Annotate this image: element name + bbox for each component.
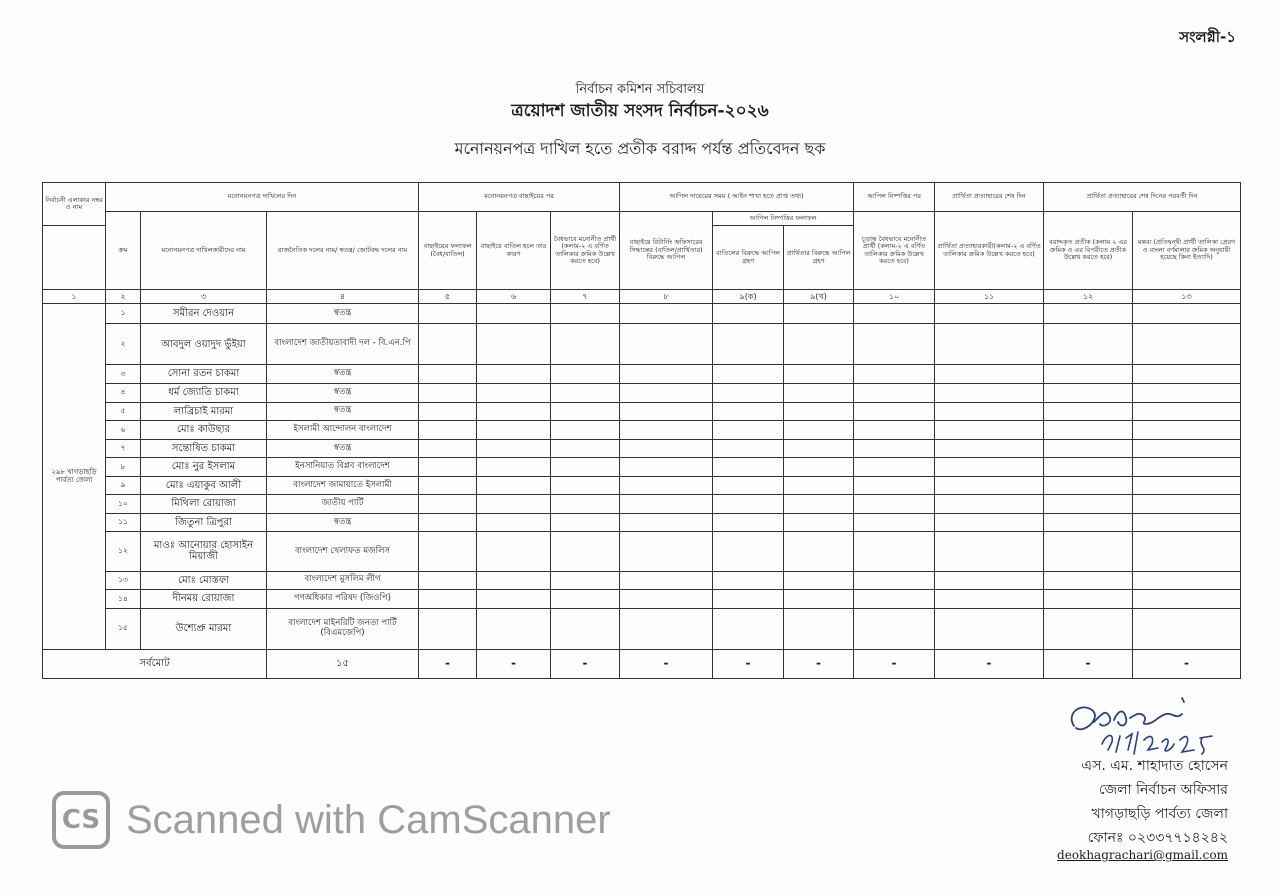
empty-cell (1044, 513, 1133, 532)
header-submission-day: মনোনয়নপত্র দাখিলের দিন (106, 183, 419, 212)
header-reason: বাছাইয়ে বাতিল হলে তার কারণ (477, 211, 551, 289)
empty-cell (1133, 513, 1241, 532)
empty-cell (419, 608, 477, 649)
total-dash: - (551, 649, 620, 678)
empty-cell (935, 608, 1044, 649)
party-name-cell: ইসলামী আন্দোলন বাংলাদেশ (267, 421, 419, 440)
empty-cell (713, 608, 784, 649)
camscanner-text: Scanned with CamScanner (126, 797, 611, 842)
header-appeal-result: আপিল নিষ্পত্তির ফলাফল (713, 211, 854, 225)
empty-cell (551, 608, 620, 649)
empty-cell (784, 590, 854, 609)
empty-cell (1133, 439, 1241, 458)
empty-cell (1044, 383, 1133, 402)
serial-cell: ১৫ (106, 608, 141, 649)
header-appeal-time: আপিল দায়েরের সময় ( আইন শাখা হতে প্রাপ্ত তথ্য) (620, 183, 854, 212)
empty-cell (419, 458, 477, 477)
empty-cell (1044, 532, 1133, 571)
table-row (43, 458, 1241, 477)
empty-cell (854, 513, 935, 532)
candidate-name-cell: জিতুনা ত্রিপুরা (141, 513, 267, 532)
candidate-name-cell: দীনময় রোয়াজা (141, 590, 267, 609)
empty-cell (551, 513, 620, 532)
empty-cell (784, 439, 854, 458)
party-name-cell: বাংলাদেশ খেলাফত মজলিস (267, 532, 419, 571)
column-number: ৭ (551, 290, 620, 303)
empty-cell (419, 532, 477, 571)
header-name: মনোনয়নপত্র দাখিলকারীদের নাম (141, 211, 267, 289)
empty-cell (620, 571, 713, 590)
empty-cell (713, 324, 784, 365)
empty-cell (477, 439, 551, 458)
report-table-body (43, 183, 1241, 679)
empty-cell (935, 421, 1044, 440)
empty-cell (551, 590, 620, 609)
empty-cell (620, 590, 713, 609)
header-symbol-allotted: বরাদ্দকৃত প্রতীক (কলাম ২ এর ক্রমিক ও এর বিপরীতে প্রতীক উল্লেখ করতে হবে) (1044, 211, 1133, 289)
empty-cell (477, 476, 551, 495)
header-after-withdrawal: প্রার্থিতা প্রত্যাহারের শেষ দিনের পরবর্তী দিন (1044, 183, 1241, 212)
empty-cell (784, 513, 854, 532)
empty-cell (713, 383, 784, 402)
total-row (43, 649, 1241, 678)
header-secretariat: নির্বাচন কমিশন সচিবালয় (575, 82, 705, 97)
candidate-name-cell: মোঃ নুর ইসলাম (141, 458, 267, 477)
header-appeal-decision: বাছাইয়ে রিটার্নিং অফিসারের সিদ্ধান্তের (বাতিল/প্রার্থিতার) বিরুদ্ধে আপিল (620, 211, 713, 289)
column-number: ১১ (935, 290, 1044, 303)
header-against-candidacy: প্রার্থিতার বিরুদ্ধে আপিল গ্রহণ (784, 226, 854, 290)
empty-cell (1133, 495, 1241, 514)
serial-cell: ১৩ (106, 571, 141, 590)
empty-cell (419, 439, 477, 458)
empty-cell (854, 590, 935, 609)
total-dash: - (1133, 649, 1241, 678)
header-final-valid: চূড়ান্ত বৈধভাবে মনোনীত প্রার্থী (কলাম-২ এ বর্ণিত তালিকার ক্রমিক উল্লেখ করতে হবে) (854, 211, 935, 289)
empty-cell (854, 303, 935, 324)
column-number: ৮ (620, 290, 713, 303)
party-name-cell: স্বতন্ত্র (267, 383, 419, 402)
empty-cell (1044, 476, 1133, 495)
empty-cell (1044, 365, 1133, 384)
empty-cell (620, 421, 713, 440)
empty-cell (935, 383, 1044, 402)
candidate-name-cell: মোঃ কাউছার (141, 421, 267, 440)
empty-cell (784, 532, 854, 571)
table-row (43, 303, 1241, 324)
empty-cell (1044, 458, 1133, 477)
empty-cell (854, 608, 935, 649)
officer-district: খাগড়াছড়ি পার্বত্য জেলা (1091, 806, 1228, 822)
total-dash: - (477, 649, 551, 678)
column-number: ৩ (141, 290, 267, 303)
empty-cell (784, 303, 854, 324)
serial-cell: ১ (106, 303, 141, 324)
candidate-name-cell: মোঃ এয়াকুব আলী (141, 476, 267, 495)
empty-cell (784, 421, 854, 440)
header-area: নির্বাচনী এলাকার নম্বর ও নাম (43, 183, 106, 226)
empty-cell (1133, 365, 1241, 384)
empty-cell (713, 402, 784, 421)
candidate-name-cell: সমীরন দেওয়ান (141, 303, 267, 324)
empty-cell (784, 476, 854, 495)
empty-cell (784, 383, 854, 402)
empty-cell (1044, 421, 1133, 440)
party-name-cell: গণঅধিকার পরিষদ (জিওপি) (267, 590, 419, 609)
header-party: রাজনৈতিক দলের নাম/ স্বতন্ত্র/ জোটবদ্ধ দলের নাম (267, 211, 419, 289)
header-against-rejection: বাতিলের বিরুদ্ধে আপিল গ্রহণ (713, 226, 784, 290)
empty-cell (1044, 608, 1133, 649)
empty-cell (477, 571, 551, 590)
empty-cell (551, 532, 620, 571)
total-dash: - (784, 649, 854, 678)
officer-name: এস. এম. শাহাদাত হোসেন (1081, 758, 1228, 774)
empty-cell (935, 532, 1044, 571)
serial-cell: ১০ (106, 495, 141, 514)
area-name-cell: ২৯৮ খাগড়াছড়ি পার্বত্য জেলা (43, 303, 106, 649)
empty-cell (477, 324, 551, 365)
empty-cell (784, 458, 854, 477)
empty-cell (1044, 402, 1133, 421)
party-name-cell: স্বতন্ত্র (267, 365, 419, 384)
total-dash: - (935, 649, 1044, 678)
officer-email: deokhagrachari@gmail.com (1057, 848, 1228, 862)
table-row (43, 608, 1241, 649)
column-number: ১৩ (1133, 290, 1241, 303)
table-row (43, 476, 1241, 495)
table-row (43, 383, 1241, 402)
candidate-name-cell: মিথিলা রোয়াজা (141, 495, 267, 514)
empty-cell (784, 571, 854, 590)
party-name-cell: বাংলাদেশ মাইনরিটি জনতা পার্টি (বিএমজেপি) (267, 608, 419, 649)
empty-cell (935, 513, 1044, 532)
empty-cell (620, 513, 713, 532)
empty-cell (713, 590, 784, 609)
annex-label: সংলগ্নী-১ (1179, 28, 1236, 46)
empty-cell (1133, 571, 1241, 590)
serial-cell: ৫ (106, 402, 141, 421)
table-row (43, 495, 1241, 514)
empty-cell (1044, 590, 1133, 609)
party-name-cell: বাংলাদেশ জামায়াতে ইসলামী (267, 476, 419, 495)
total-dash: - (620, 649, 713, 678)
party-name-cell: স্বতন্ত্র (267, 402, 419, 421)
table-row (43, 571, 1241, 590)
empty-cell (1133, 608, 1241, 649)
empty-cell (854, 421, 935, 440)
empty-cell (620, 324, 713, 365)
empty-cell (854, 365, 935, 384)
column-number: ৪ (267, 290, 419, 303)
empty-cell (620, 476, 713, 495)
header-withdrawn: প্রার্থিতা প্রত্যাহারকারী(কলাম-২ এ বর্ণিত তালিকার ক্রমিক উল্লেখ করতে হবে) (935, 211, 1044, 289)
empty-cell (784, 402, 854, 421)
empty-cell (477, 365, 551, 384)
header-area-spacer (43, 226, 106, 290)
candidate-name-cell: লাব্রিচাই মারমা (141, 402, 267, 421)
header-withdrawal-last-day: প্রার্থিতা প্রত্যাহারের শেষ দিন (935, 183, 1044, 212)
total-label: সর্বমোট (43, 649, 267, 678)
empty-cell (935, 324, 1044, 365)
total-dash: - (854, 649, 935, 678)
empty-cell (1133, 303, 1241, 324)
candidate-name-cell: আবদুল ওয়াদুদ ভুঁইয়া (141, 324, 267, 365)
table-row (43, 532, 1241, 571)
empty-cell (620, 402, 713, 421)
empty-cell (713, 495, 784, 514)
empty-cell (935, 402, 1044, 421)
party-name-cell: স্বতন্ত্র (267, 513, 419, 532)
candidate-name-cell: মোঃ মোস্তফা (141, 571, 267, 590)
empty-cell (551, 324, 620, 365)
empty-cell (784, 495, 854, 514)
header-after-disposal: আপিল নিষ্পত্তির পর (854, 183, 935, 212)
report-table (42, 182, 1241, 679)
column-number: ৫ (419, 290, 477, 303)
empty-cell (419, 571, 477, 590)
subgroup-header-row (43, 211, 1241, 225)
empty-cell (419, 476, 477, 495)
empty-cell (620, 303, 713, 324)
empty-cell (854, 324, 935, 365)
table-row (43, 439, 1241, 458)
empty-cell (713, 421, 784, 440)
empty-cell (419, 590, 477, 609)
header-valid-list: বৈধভাবে মনোনীত প্রার্থী (কলাম-২ এ বর্ণিত তালিকার ক্রমিক উল্লেখ করতে হবে) (551, 211, 620, 289)
empty-cell (1133, 458, 1241, 477)
group-header-row (43, 183, 1241, 212)
camscanner-logo-icon: CS (52, 791, 110, 849)
column-number: ১ (43, 290, 106, 303)
serial-cell: ৭ (106, 439, 141, 458)
empty-cell (620, 439, 713, 458)
serial-cell: ৪ (106, 383, 141, 402)
empty-cell (1044, 495, 1133, 514)
empty-cell (935, 571, 1044, 590)
empty-cell (935, 303, 1044, 324)
empty-cell (1133, 402, 1241, 421)
candidate-name-cell: সন্তোষিত চাকমা (141, 439, 267, 458)
column-number: ১২ (1044, 290, 1133, 303)
header-election: ত্রয়োদশ জাতীয় সংসদ নির্বাচন-২০২৬ (511, 101, 769, 121)
empty-cell (620, 365, 713, 384)
serial-cell: ৮ (106, 458, 141, 477)
candidate-name-cell: উশ্যেপ্রু মারমা (141, 608, 267, 649)
empty-cell (784, 608, 854, 649)
empty-cell (419, 365, 477, 384)
empty-cell (620, 458, 713, 477)
empty-cell (1044, 324, 1133, 365)
candidate-name-cell: সোনা রতন চাকমা (141, 365, 267, 384)
empty-cell (935, 495, 1044, 514)
total-dash: - (1044, 649, 1133, 678)
column-number: ৬ (477, 290, 551, 303)
table-row (43, 513, 1241, 532)
empty-cell (551, 303, 620, 324)
empty-cell (1044, 439, 1133, 458)
table-row (43, 421, 1241, 440)
empty-cell (854, 495, 935, 514)
empty-cell (1133, 532, 1241, 571)
table-row (43, 365, 1241, 384)
header-sl: ক্রম (106, 211, 141, 289)
table-row (43, 402, 1241, 421)
empty-cell (419, 383, 477, 402)
empty-cell (477, 532, 551, 571)
empty-cell (477, 495, 551, 514)
empty-cell (784, 324, 854, 365)
empty-cell (784, 365, 854, 384)
empty-cell (935, 439, 1044, 458)
empty-cell (551, 458, 620, 477)
column-number: ৯(ক) (713, 290, 784, 303)
header-report-title: মনোনয়নপত্র দাখিল হতে প্রতীক বরাদ্দ পর্যন্ত প্রতিবেদন ছক (454, 139, 826, 158)
party-name-cell: স্বতন্ত্র (267, 439, 419, 458)
officer-designation: জেলা নির্বাচন অফিসার (1098, 782, 1228, 798)
empty-cell (713, 571, 784, 590)
empty-cell (477, 421, 551, 440)
column-number: ২ (106, 290, 141, 303)
column-number: ৯(খ) (784, 290, 854, 303)
total-dash: - (713, 649, 784, 678)
empty-cell (1133, 324, 1241, 365)
header-scrutiny-result: বাছাইয়ের ফলাফল (বৈধ/বাতিল) (419, 211, 477, 289)
serial-cell: ৯ (106, 476, 141, 495)
empty-cell (1133, 590, 1241, 609)
empty-cell (1133, 383, 1241, 402)
empty-cell (935, 458, 1044, 477)
empty-cell (713, 365, 784, 384)
empty-cell (551, 476, 620, 495)
empty-cell (419, 421, 477, 440)
serial-cell: ২ (106, 324, 141, 365)
empty-cell (551, 383, 620, 402)
empty-cell (1133, 476, 1241, 495)
total-value: ১৫ (267, 649, 419, 678)
empty-cell (1133, 421, 1241, 440)
serial-cell: ১২ (106, 532, 141, 571)
empty-cell (1044, 303, 1133, 324)
empty-cell (551, 495, 620, 514)
empty-cell (419, 513, 477, 532)
empty-cell (620, 383, 713, 402)
empty-cell (620, 608, 713, 649)
empty-cell (551, 365, 620, 384)
serial-cell: ১১ (106, 513, 141, 532)
officer-phone: ফোনঃ ০২৩৩৭৭১৪২৪২ (1087, 830, 1228, 846)
party-name-cell: জাতীয় পার্টি (267, 495, 419, 514)
empty-cell (854, 383, 935, 402)
empty-cell (935, 365, 1044, 384)
table-row (43, 590, 1241, 609)
empty-cell (620, 495, 713, 514)
column-number: ১০ (854, 290, 935, 303)
empty-cell (551, 571, 620, 590)
header-remarks: মন্তব্য (প্রতিদ্বন্দ্বী প্রার্থী তালিকা প্রেরণ ও বাংলা বর্ণমালার ক্রমিক অনুযায়ী হয়েছে কিনা ইত্যাদি) (1133, 211, 1241, 289)
party-name-cell: ইনসানিয়াত বিপ্লব বাংলাদেশ (267, 458, 419, 477)
empty-cell (477, 303, 551, 324)
empty-cell (477, 458, 551, 477)
empty-cell (854, 439, 935, 458)
candidate-name-cell: মাওঃ আনোয়ার হোসাইন মিয়াজী (141, 532, 267, 571)
empty-cell (854, 476, 935, 495)
handwritten-signature (1062, 684, 1232, 764)
party-name-cell: বাংলাদেশ জাতীয়তাবাদী দল - বি.এন.পি (267, 324, 419, 365)
empty-cell (713, 303, 784, 324)
empty-cell (620, 532, 713, 571)
empty-cell (477, 402, 551, 421)
empty-cell (419, 303, 477, 324)
empty-cell (1044, 571, 1133, 590)
candidate-name-cell: ধর্ম জ্যোতি চাকমা (141, 383, 267, 402)
serial-cell: ৬ (106, 421, 141, 440)
empty-cell (713, 532, 784, 571)
empty-cell (419, 495, 477, 514)
total-dash: - (419, 649, 477, 678)
empty-cell (477, 383, 551, 402)
party-name-cell: বাংলাদেশ মুসলিম লীগ (267, 571, 419, 590)
empty-cell (419, 402, 477, 421)
empty-cell (477, 608, 551, 649)
header-after-scrutiny: মনোনয়নপত্র বাছাইয়ের পর (419, 183, 620, 212)
empty-cell (935, 590, 1044, 609)
empty-cell (854, 458, 935, 477)
empty-cell (551, 402, 620, 421)
empty-cell (713, 458, 784, 477)
empty-cell (713, 476, 784, 495)
empty-cell (854, 532, 935, 571)
empty-cell (477, 513, 551, 532)
empty-cell (551, 439, 620, 458)
empty-cell (419, 324, 477, 365)
empty-cell (477, 590, 551, 609)
empty-cell (854, 571, 935, 590)
empty-cell (551, 421, 620, 440)
table-row (43, 324, 1241, 365)
column-number-row (43, 290, 1241, 303)
serial-cell: ৩ (106, 365, 141, 384)
empty-cell (713, 513, 784, 532)
empty-cell (854, 402, 935, 421)
camscanner-watermark (52, 790, 611, 850)
party-name-cell: স্বতন্ত্র (267, 303, 419, 324)
serial-cell: ১৪ (106, 590, 141, 609)
empty-cell (713, 439, 784, 458)
empty-cell (935, 476, 1044, 495)
